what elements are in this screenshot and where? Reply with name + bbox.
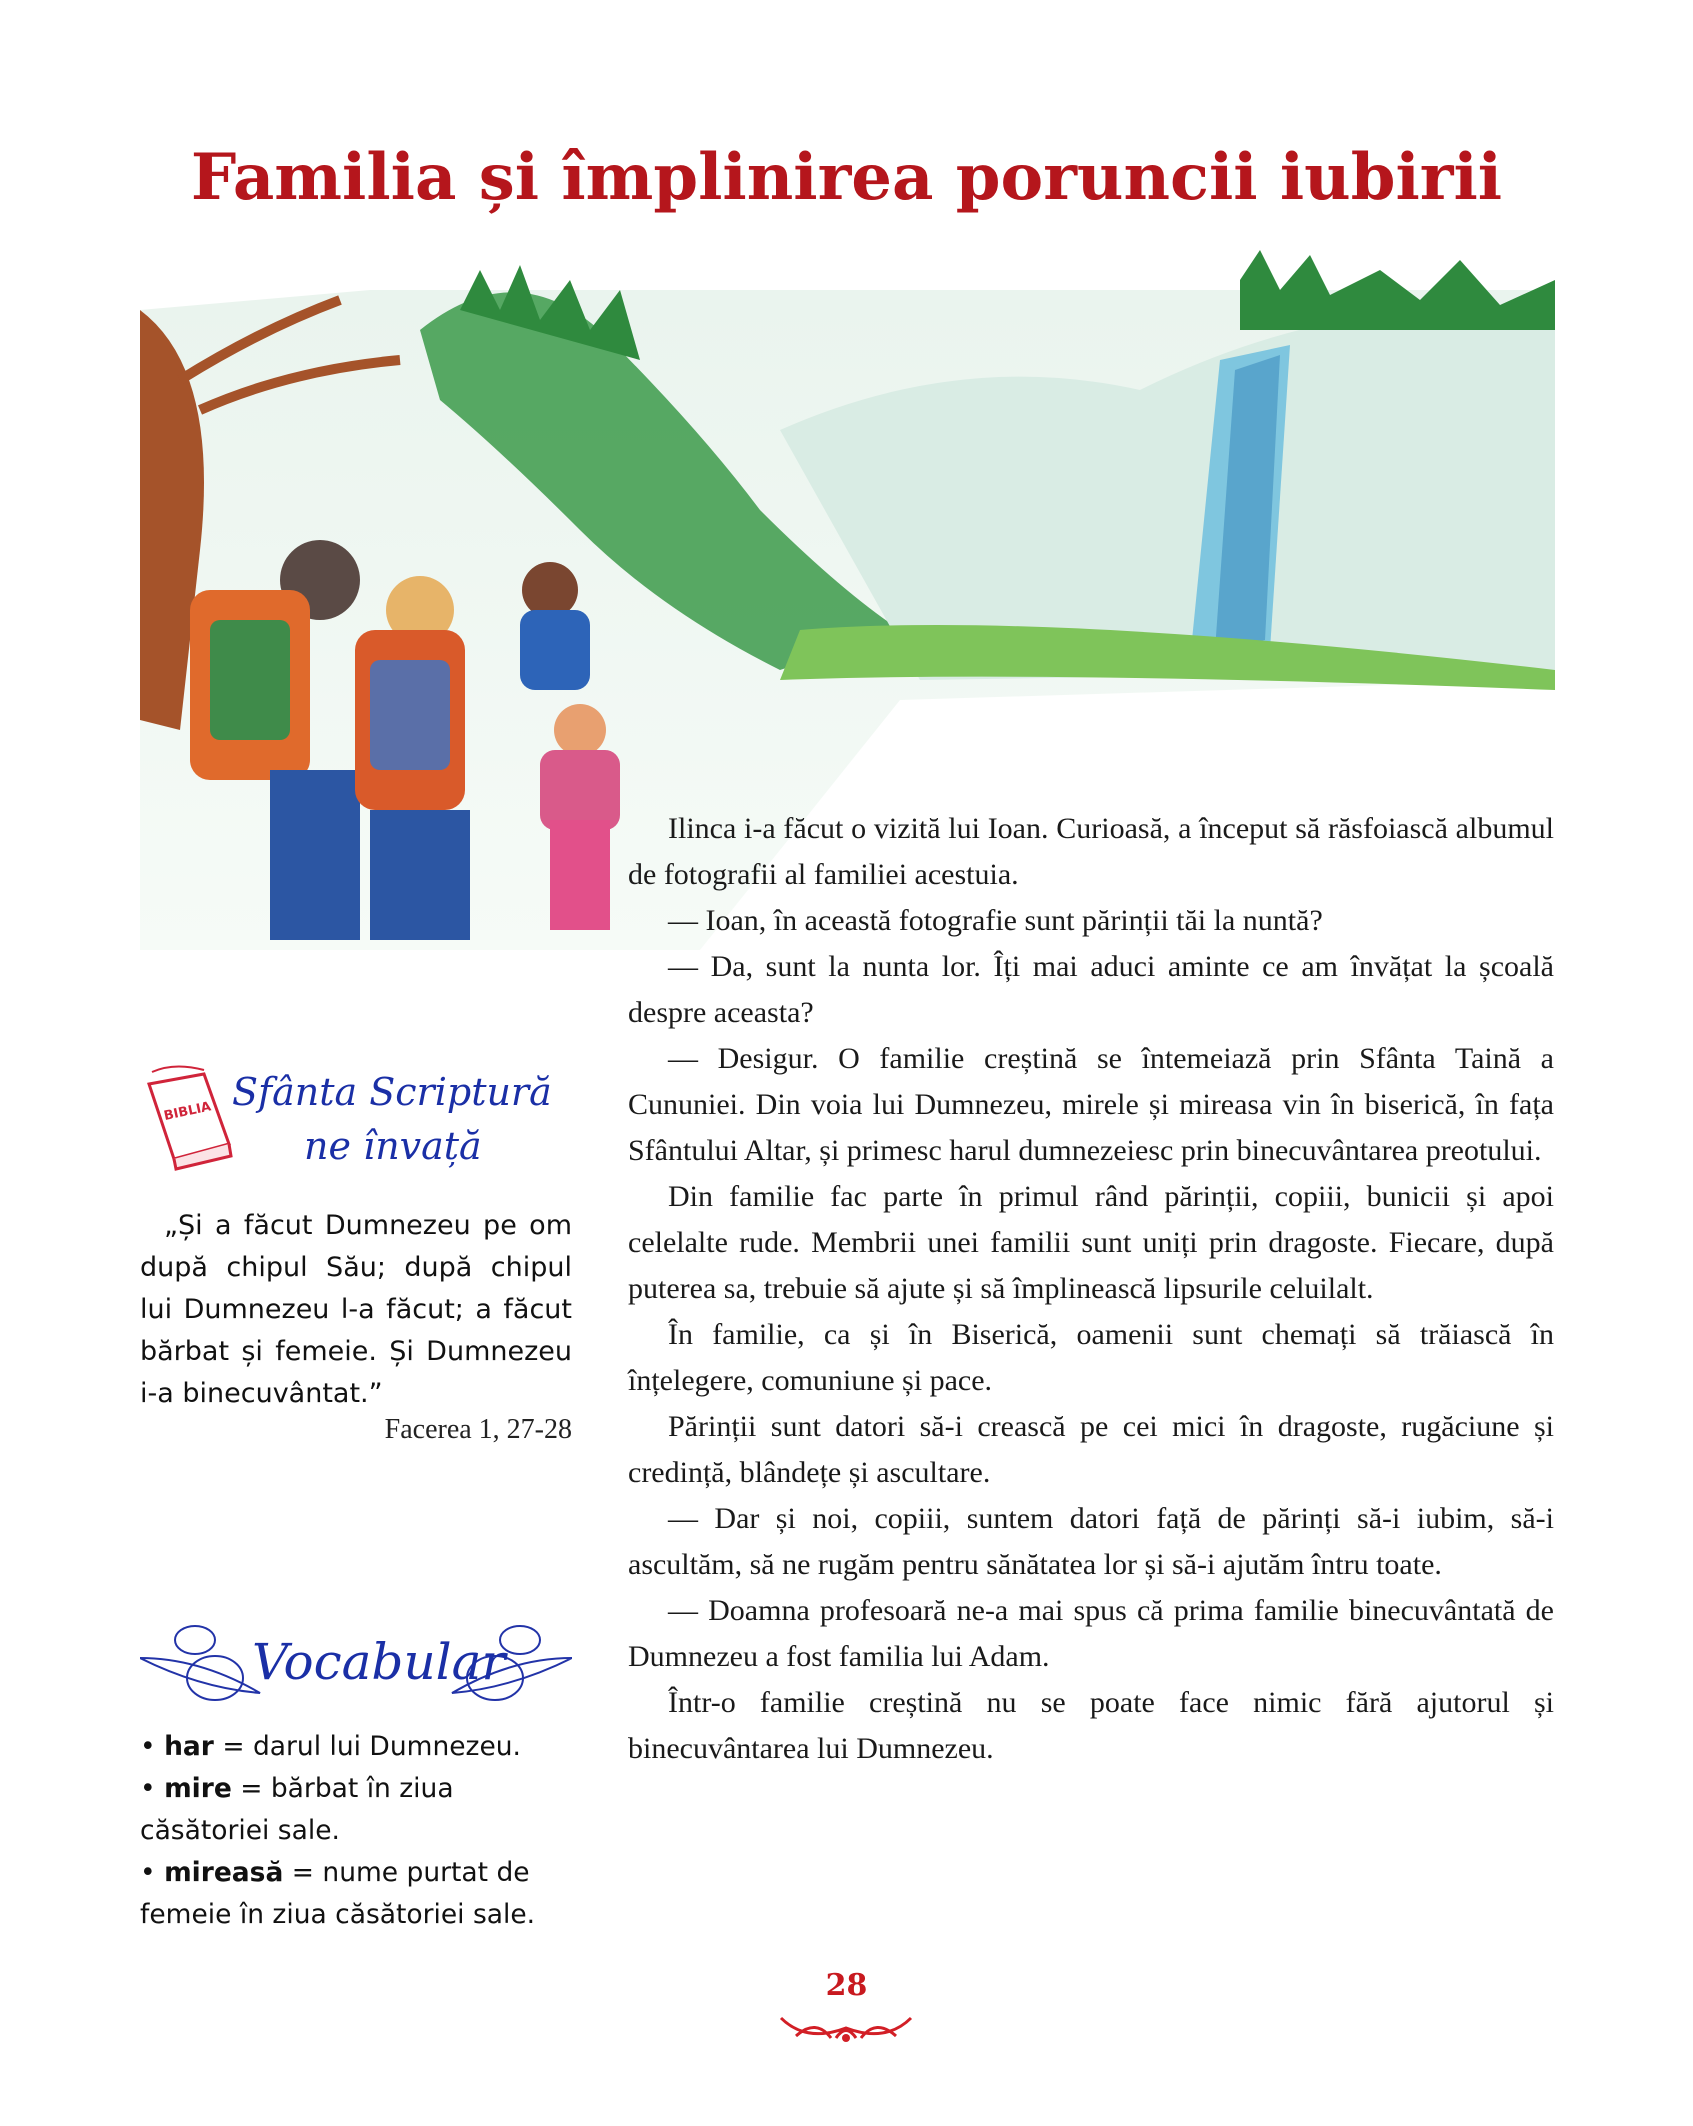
vocabulary-item: • mire = bărbat în ziua căsătoriei sale. — [140, 1773, 454, 1846]
paragraph: — Ioan, în această fotografie sunt părinții tăi la nuntă? — [668, 904, 1323, 937]
floral-ornament-icon — [776, 2008, 916, 2048]
vocabulary-definition: = darul lui Dumnezeu. — [213, 1731, 521, 1762]
page-title: Familia și împlinirea poruncii iubirii — [190, 140, 1503, 215]
vocabulary-term: mireasă — [164, 1857, 284, 1888]
page-number: 28 — [825, 1968, 868, 2003]
vocabulary-item: • har = darul lui Dumnezeu. — [140, 1731, 521, 1762]
vocabulary-list — [140, 1726, 572, 1936]
bible-book-icon — [144, 1064, 234, 1174]
paragraph: — Desigur. O familie creștină se întemeiază prin Sfânta Taină a Cununiei. Din voia lui Dumnezeu, mirele și mireasa vin în biserică, în fața Sfântului Altar, și primesc harul dumnezeiesc prin binecuvântarea preotului. — [628, 1042, 1554, 1167]
paragraph: Într-o familie creștină nu se poate face nimic fără ajutorul și binecuvântarea lui Dumnezeu. — [628, 1686, 1554, 1765]
paragraph: În familie, ca și în Biserică, oamenii sunt chemați să trăiască în înțelegere, comuniune și pace. — [628, 1318, 1554, 1397]
scripture-heading — [140, 1060, 572, 1180]
vocabulary-item: • mireasă = nume purtat de femeie în ziua căsătoriei sale. — [140, 1857, 536, 1930]
vocabulary-heading — [140, 1618, 572, 1708]
paragraph: Părinții sunt datori să-i crească pe cei mici în dragoste, rugăciune și credință, blândețe și ascultare. — [628, 1410, 1554, 1489]
vocabulary-term: har — [164, 1731, 214, 1762]
vocabulary-heading-text: Vocabular — [252, 1633, 506, 1691]
scripture-heading-line1: Sfânta Scriptură — [232, 1070, 552, 1114]
lesson-text — [628, 806, 1554, 1772]
paragraph: — Da, sunt la nunta lor. Îți mai aduci aminte ce am învățat la școală despre aceasta? — [628, 950, 1554, 1029]
vocabulary-term: mire — [164, 1773, 232, 1804]
scripture-quote: „Și a făcut Dumnezeu pe om după chipul Său; după chipul lui Dumnezeu l-a făcut; a făcut bărbat și femeie. Și Dumnezeu i-a binecuvântat.” — [140, 1210, 572, 1409]
scripture-reference: Facerea 1, 27-28 — [384, 1414, 572, 1445]
scripture-heading-line2: ne învață — [304, 1124, 482, 1168]
vocabulary-definition: = nume purtat de femeie în ziua căsătoriei sale. — [140, 1857, 536, 1930]
svg-text:BIBLIA: BIBLIA — [162, 1099, 213, 1125]
paragraph: Ilinca i-a făcut o vizită lui Ioan. Curioasă, a început să răsfoiască albumul de fotografii al familiei acestuia. — [628, 812, 1554, 891]
paragraph: Din familie fac parte în primul rând părinții, copiii, bunicii și apoi celelalte rude. Membrii unei familii sunt uniți prin dragoste. Fiecare, după puterea sa, trebuie să ajute și să împlinească lipsurile celuilalt. — [628, 1180, 1554, 1305]
paragraph: — Dar și noi, copiii, suntem datori față de părinți să-i iubim, să-i ascultăm, să ne rugăm pentru sănătatea lor și să-i ajutăm întru toate. — [628, 1502, 1554, 1581]
paragraph: — Doamna profesoară ne-a mai spus că prima familie binecuvântată de Dumnezeu a fost familia lui Adam. — [628, 1594, 1554, 1673]
vocabulary-definition: = bărbat în ziua căsătoriei sale. — [140, 1773, 454, 1846]
